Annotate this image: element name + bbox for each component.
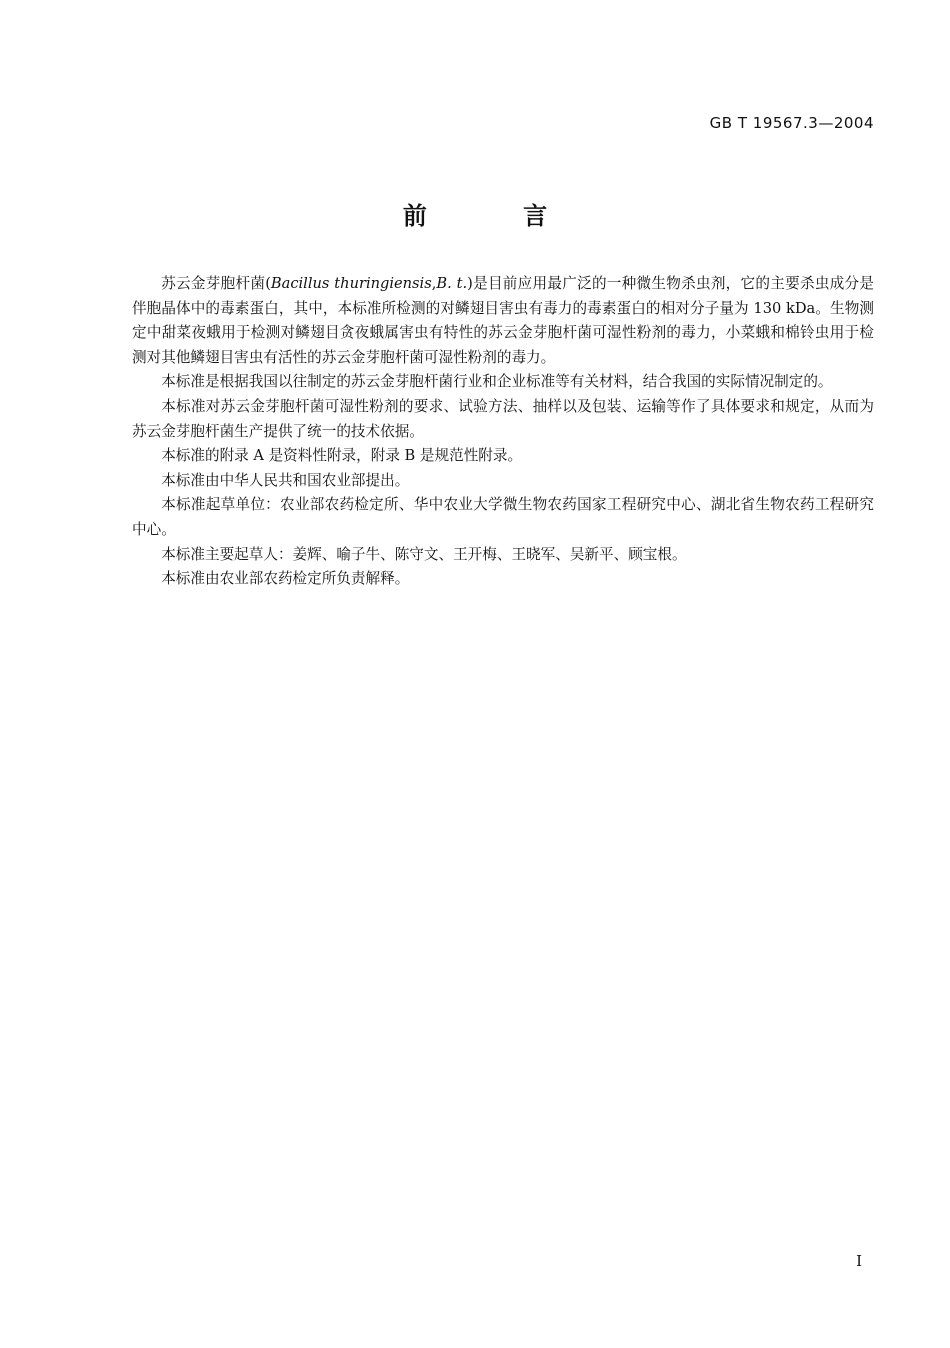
paragraph-7: 本标准主要起草人：姜辉、喻子牛、陈守文、王开梅、王晓军、吴新平、顾宝根。 <box>161 545 687 563</box>
paragraph-1-post: )是目前应用最广泛的一种微生物杀虫剂，它的主要杀虫成分是伴胞晶体中的毒素蛋白，其中，本标准所检测的对鳞翅目害虫有毒力的毒素蛋白的相对分子量为 130 kDa。生物测定中甜菜夜蛾用于检测对鳞翅目贪夜蛾属害虫有特性的苏云金芽胞杆菌可湿性粉剂的毒力，小菜蛾和棉铃虫用于检测对其他鳞翅目害虫有活性的苏云金芽胞杆菌可湿性粉剂的毒力。 <box>132 275 875 366</box>
paragraph-5: 本标准由中华人民共和国农业部提出。 <box>161 471 410 489</box>
paragraph-1-mid: , <box>431 275 437 292</box>
paragraph-2: 本标准是根据我国以往制定的苏云金芽胞杆菌行业和企业标准等有关材料，结合我国的实际情况制定的。 <box>161 373 833 391</box>
page-number: I <box>856 1252 862 1270</box>
paragraph-8: 本标准由农业部农药检定所负责解释。 <box>161 570 410 588</box>
paragraph-3: 本标准对苏云金芽胞杆菌可湿性粉剂的要求、试验方法、抽样以及包装、运输等作了具体要求和规定，从而为苏云金芽胞杆菌生产提供了统一的技术依据。 <box>132 397 874 440</box>
paragraph-4: 本标准的附录 A 是资料性附录，附录 B 是规范性附录。 <box>161 447 523 465</box>
paragraph-1 <box>132 272 874 370</box>
species-abbrev-italic: B. t. <box>436 275 468 292</box>
species-name-italic: Bacillus thuringiensis <box>270 275 432 292</box>
document-body <box>132 272 874 592</box>
paragraph-6: 本标准起草单位：农业部农药检定所、华中农业大学微生物农药国家工程研究中心、湖北省生物农药工程研究中心。 <box>132 496 874 538</box>
standard-code: GB T 19567.3—2004 <box>709 114 874 132</box>
paragraph-1-pre: 苏云金芽胞杆菌( <box>161 275 271 292</box>
page-title: 前 言 <box>402 202 592 230</box>
